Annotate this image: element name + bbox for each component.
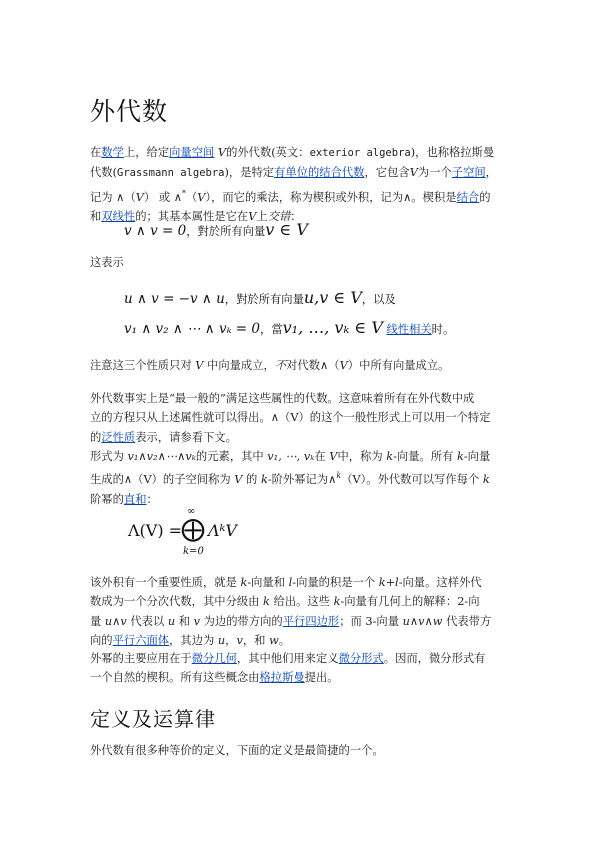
text: ） 或 ∧ (143, 190, 182, 204)
text: 和 (175, 614, 194, 628)
link-grassmann[interactable]: 格拉斯曼 (259, 671, 305, 685)
text: 这表示 (90, 256, 124, 269)
link-parallelogram[interactable]: 平行四边形 (282, 614, 340, 628)
link-direct-sum[interactable]: 直和 (123, 492, 147, 506)
text: 注意这三个性质只对 (90, 359, 196, 372)
text: 代数( (90, 166, 118, 180)
formula-lower-limit: k=0 (183, 546, 204, 557)
direct-sum-formula (128, 508, 268, 558)
var-v: V (197, 190, 206, 204)
var-v: V (329, 450, 338, 463)
link-associative[interactable]: 结合 (456, 190, 480, 204)
text: 。 (278, 634, 291, 648)
graded-paragraph (90, 573, 520, 651)
var-v: V (214, 146, 227, 159)
text: )，是特定 (224, 166, 275, 180)
text: 一个自然的楔积。所有这些概念由 (90, 671, 260, 685)
k-vector-paragraph (90, 447, 520, 509)
text: 向的 (90, 634, 113, 648)
text: 该外积有一个重要性质，就是 (90, 576, 241, 589)
math: u∧v∧w (402, 614, 443, 628)
var-v: V (135, 190, 144, 204)
emphasis: 不 (274, 359, 287, 372)
text: 。因而，微分形式有 (383, 652, 486, 665)
general-paragraph (90, 389, 520, 447)
var-v: V (339, 359, 348, 372)
var-k: k (333, 595, 341, 609)
var-k: k (456, 450, 464, 463)
note-paragraph (90, 356, 520, 375)
text: 量 (90, 614, 105, 628)
var-v: v (236, 634, 243, 648)
var-l: l (288, 576, 293, 589)
math: v₁, ⋯, vₖ (267, 450, 315, 463)
text: )，也称格拉斯曼 (410, 146, 495, 159)
text: 在 (90, 146, 102, 159)
equation-tail: ，以及 (361, 293, 396, 306)
text: 生成的∧（V）的子空间称为 (90, 473, 235, 487)
equation-tail: 时。 (431, 323, 455, 336)
text: 代表以 (126, 614, 168, 628)
equation-note: ，對於所有向量 (186, 225, 266, 238)
formula-lhs: Λ(V) = (128, 521, 183, 540)
text: 阶幂的 (90, 492, 124, 506)
text: 数成为一个分次代数，其中分级由 (90, 595, 264, 609)
text: 的外代数(英文： (226, 146, 310, 159)
formula-upper-limit: ∞ (187, 506, 196, 517)
text: -向量和 (247, 576, 289, 589)
star: * (181, 188, 186, 198)
var-u: u (217, 634, 226, 648)
link-bilinear[interactable]: 双线性 (101, 209, 136, 223)
text: （ (185, 190, 198, 204)
text: 外代数有很多种等价的定义，下面的定义是最简捷的一个。 (90, 744, 384, 757)
link-parallelepiped[interactable]: 平行六面体 (112, 634, 170, 648)
alternating-term: 交错 (267, 209, 291, 223)
math: v₁∧v₂∧⋯∧vₖ (127, 450, 196, 463)
formula-rhs: ΛᵏV (208, 521, 237, 540)
text: 的 (90, 430, 102, 444)
var-v: v (193, 614, 201, 628)
link-vector-space[interactable]: 向量空间 (169, 146, 215, 159)
text: 的；其基本属性是它在 (135, 209, 249, 223)
text: 表示，请参看下文。 (135, 430, 237, 444)
section-heading-definition: 定义及运算律 (90, 707, 216, 731)
equation-dependent (124, 318, 454, 337)
text: -向量有几何上的解释：2-向 (340, 595, 480, 609)
link-math[interactable]: 数学 (101, 146, 124, 159)
link-unital-associative-algebra[interactable]: 有单位的结合代数 (274, 166, 365, 180)
text: ；而 3-向量 (339, 614, 403, 628)
text: ，和 (242, 634, 270, 648)
var-k: k (336, 471, 342, 481)
var-k: k (482, 473, 490, 487)
text: 提出。 (304, 671, 339, 685)
this-means-text (90, 253, 520, 272)
text: -阶外幂记为∧ (267, 473, 337, 487)
equation-var: u,v ∈ V (303, 288, 362, 307)
text: 外幂的主要应用在于 (90, 652, 192, 665)
text: 代表带方 (442, 614, 492, 628)
var-v: V (195, 359, 204, 372)
link-universal-property[interactable]: 泛性质 (101, 430, 136, 444)
var-k: k (240, 576, 248, 589)
text: 的 (242, 473, 261, 487)
var-kl: k+l (378, 576, 399, 589)
text: ： (290, 209, 302, 223)
text: 记为 ∧（ (90, 190, 136, 204)
text: ，它包含 (364, 166, 410, 180)
text: 和 (90, 209, 102, 223)
math: u∧v (104, 614, 127, 628)
text: 上，给定 (123, 146, 170, 159)
equation-anticommute (124, 288, 396, 307)
text: 形式为 (90, 450, 128, 463)
var-k: k (263, 595, 270, 609)
text: 的 (479, 190, 491, 204)
text: 在 (314, 450, 330, 463)
text: ，其边为 (169, 634, 218, 648)
text: -向量。所有 (393, 450, 457, 463)
text: -向量的积是一个 (292, 576, 379, 589)
var-v: V (234, 473, 243, 487)
link-differential-form[interactable]: 微分形式 (338, 652, 384, 665)
text: ， (485, 166, 497, 180)
direct-sum-operator: ⨁ (181, 515, 205, 543)
link-linear-dependence[interactable]: 线性相关 (386, 323, 432, 336)
equation-lhs: u ∧ v = −v ∧ u (124, 291, 225, 307)
equation-lhs: v₁ ∧ v₂ ∧ ⋯ ∧ vₖ = 0 (124, 321, 261, 337)
definition-paragraph (90, 741, 520, 760)
intro-paragraph (90, 143, 520, 226)
equation-var: v₁, …, vₖ ∈ V (282, 318, 383, 337)
text: 外代数事实上是“最一般的”满足这些属性的代数。这意味着所有在外代数中成 (90, 392, 475, 405)
text: 上 (256, 209, 268, 223)
text: 对代数∧（ (286, 359, 340, 372)
text: 中向量成立， (203, 359, 275, 372)
text: ， (225, 634, 237, 648)
english-term: exterior algebra (309, 147, 411, 159)
text: 中，称为 (337, 450, 387, 463)
text: ）中所有向量成立。 (347, 359, 450, 372)
link-differential-geometry[interactable]: 微分几何 (191, 652, 237, 665)
equation-lhs: v ∧ v = 0 (124, 223, 187, 239)
english-term: Grassmann algebra (117, 167, 225, 180)
var-v: V (409, 166, 418, 180)
var-v: V (248, 209, 257, 223)
equation-alternating (124, 220, 308, 239)
text: 立的方程只从上述属性就可以得出。∧（V）的这个一般性形式上可以用一个特定 (90, 411, 491, 425)
text: 为边的带方向的 (200, 614, 283, 628)
equation-var: v ∈ V (265, 220, 308, 239)
text: ），而它的乘法，称为楔积或外积，记为∧。楔积是 (205, 190, 457, 204)
text: 为一个 (417, 166, 452, 180)
link-subspace[interactable]: 子空间 (451, 166, 486, 180)
applications-paragraph (90, 649, 520, 688)
text: 的元素，其中 (195, 450, 268, 463)
text: -向量。这样外代 (398, 576, 482, 589)
text: （V）。外代数可以写作每个 (341, 473, 483, 487)
text: 给出。这些 (269, 595, 334, 609)
var-u: u (167, 614, 176, 628)
var-w: w (269, 634, 279, 648)
text: ： (146, 492, 158, 506)
text: -向量 (463, 450, 491, 463)
equation-note: ，當 (260, 323, 283, 336)
equation-note: ，對於所有向量 (224, 293, 304, 306)
var-k: k (260, 473, 268, 487)
text: ，其中他们用来定义 (236, 652, 339, 665)
page-title: 外代数 (90, 97, 169, 126)
var-k: k (386, 450, 394, 463)
